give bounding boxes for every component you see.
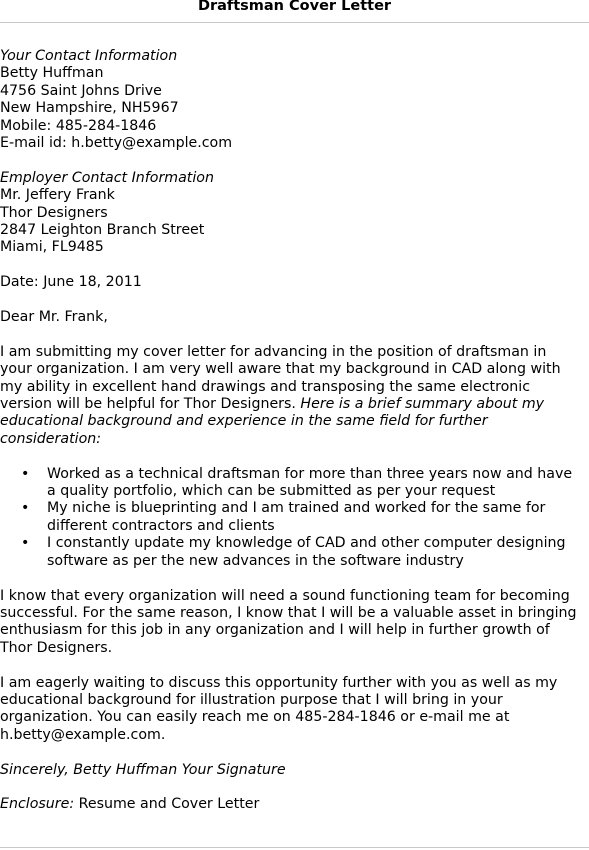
bullet-line: a quality portfolio, which can be submitted as per your request — [47, 483, 496, 500]
paragraph-line: enthusiasm for this job in any organization and I will help in further growth of — [0, 622, 550, 639]
intro-line: consideration: — [0, 430, 102, 447]
list-item — [0, 535, 589, 570]
paragraph-team-value — [0, 588, 589, 658]
bullet-line: I constantly update my knowledge of CAD and other computer designing — [47, 535, 566, 552]
intro-paragraph — [0, 344, 589, 448]
letter-body — [0, 48, 589, 814]
paragraph-line: organization. You can easily reach me on 485-284-1846 or e-mail me at — [0, 709, 510, 726]
sender-email: E-mail id: h.betty@example.com — [0, 135, 233, 152]
bottom-divider — [0, 847, 589, 848]
paragraph-line: I know that every organization will need a sound functioning team for becoming — [0, 587, 570, 604]
sender-mobile: Mobile: 485-284-1846 — [0, 117, 157, 134]
enclosure-line — [0, 796, 589, 813]
intro-line — [0, 396, 589, 413]
employer-street: 2847 Leighton Branch Street — [0, 222, 205, 239]
intro-italic-text: Here is a brief summary about my — [300, 396, 545, 413]
bullet-line: software as per the new advances in the software industry — [47, 552, 464, 569]
enclosure-label: Enclosure: — [0, 796, 75, 813]
bullet-line: different contractors and clients — [47, 517, 275, 534]
intro-line: my ability in excellent hand drawings and transposing the same electronic — [0, 378, 531, 395]
intro-line: your organization. I am very well aware that my background in CAD along with — [0, 361, 561, 378]
employer-contact-heading: Employer Contact Information — [0, 169, 214, 186]
paragraph-line: h.betty@example.com. — [0, 726, 166, 743]
letter-date: Date: June 18, 2011 — [0, 274, 142, 291]
closing-signature: Sincerely, Betty Huffman Your Signature — [0, 761, 286, 778]
sender-street: 4756 Saint Johns Drive — [0, 82, 162, 99]
bullet-marker: • — [21, 535, 30, 552]
sender-contact-block — [0, 48, 589, 152]
enclosure-text: Resume and Cover Letter — [74, 796, 260, 813]
intro-line: I am submitting my cover letter for advancing in the position of draftsman in — [0, 343, 547, 360]
bullet-line: Worked as a technical draftsman for more than three years now and have — [47, 465, 573, 482]
paragraph-line: Thor Designers. — [0, 639, 113, 656]
intro-line: educational background and experience in the same field for further — [0, 413, 488, 430]
sender-city: New Hampshire, NH5967 — [0, 100, 179, 117]
paragraph-contact-request — [0, 675, 589, 745]
top-divider — [0, 22, 589, 23]
bullet-marker: • — [21, 500, 30, 517]
sender-contact-heading: Your Contact Information — [0, 48, 178, 64]
paragraph-line: successful. For the same reason, I know that I will be a valuable asset in bringing — [0, 604, 577, 621]
bullet-marker: • — [21, 465, 30, 482]
bullet-line: My niche is blueprinting and I am trained and worked for the same for — [47, 500, 546, 517]
employer-company: Thor Designers — [0, 204, 108, 221]
employer-name: Mr. Jeffery Frank — [0, 187, 115, 204]
intro-plain-text: version will be helpful for Thor Designers. — [0, 396, 301, 413]
employer-city: Miami, FL9485 — [0, 239, 104, 256]
summary-bullet-list — [0, 466, 589, 570]
salutation: Dear Mr. Frank, — [0, 309, 108, 326]
list-item — [0, 500, 589, 535]
paragraph-line: educational background for illustration purpose that I will bring in your — [0, 691, 503, 708]
paragraph-line: I am eagerly waiting to discuss this opportunity further with you as well as my — [0, 674, 558, 691]
list-item — [0, 466, 589, 501]
sender-name: Betty Huffman — [0, 65, 104, 82]
document-title: Draftsman Cover Letter — [197, 0, 392, 14]
employer-contact-block — [0, 170, 589, 257]
